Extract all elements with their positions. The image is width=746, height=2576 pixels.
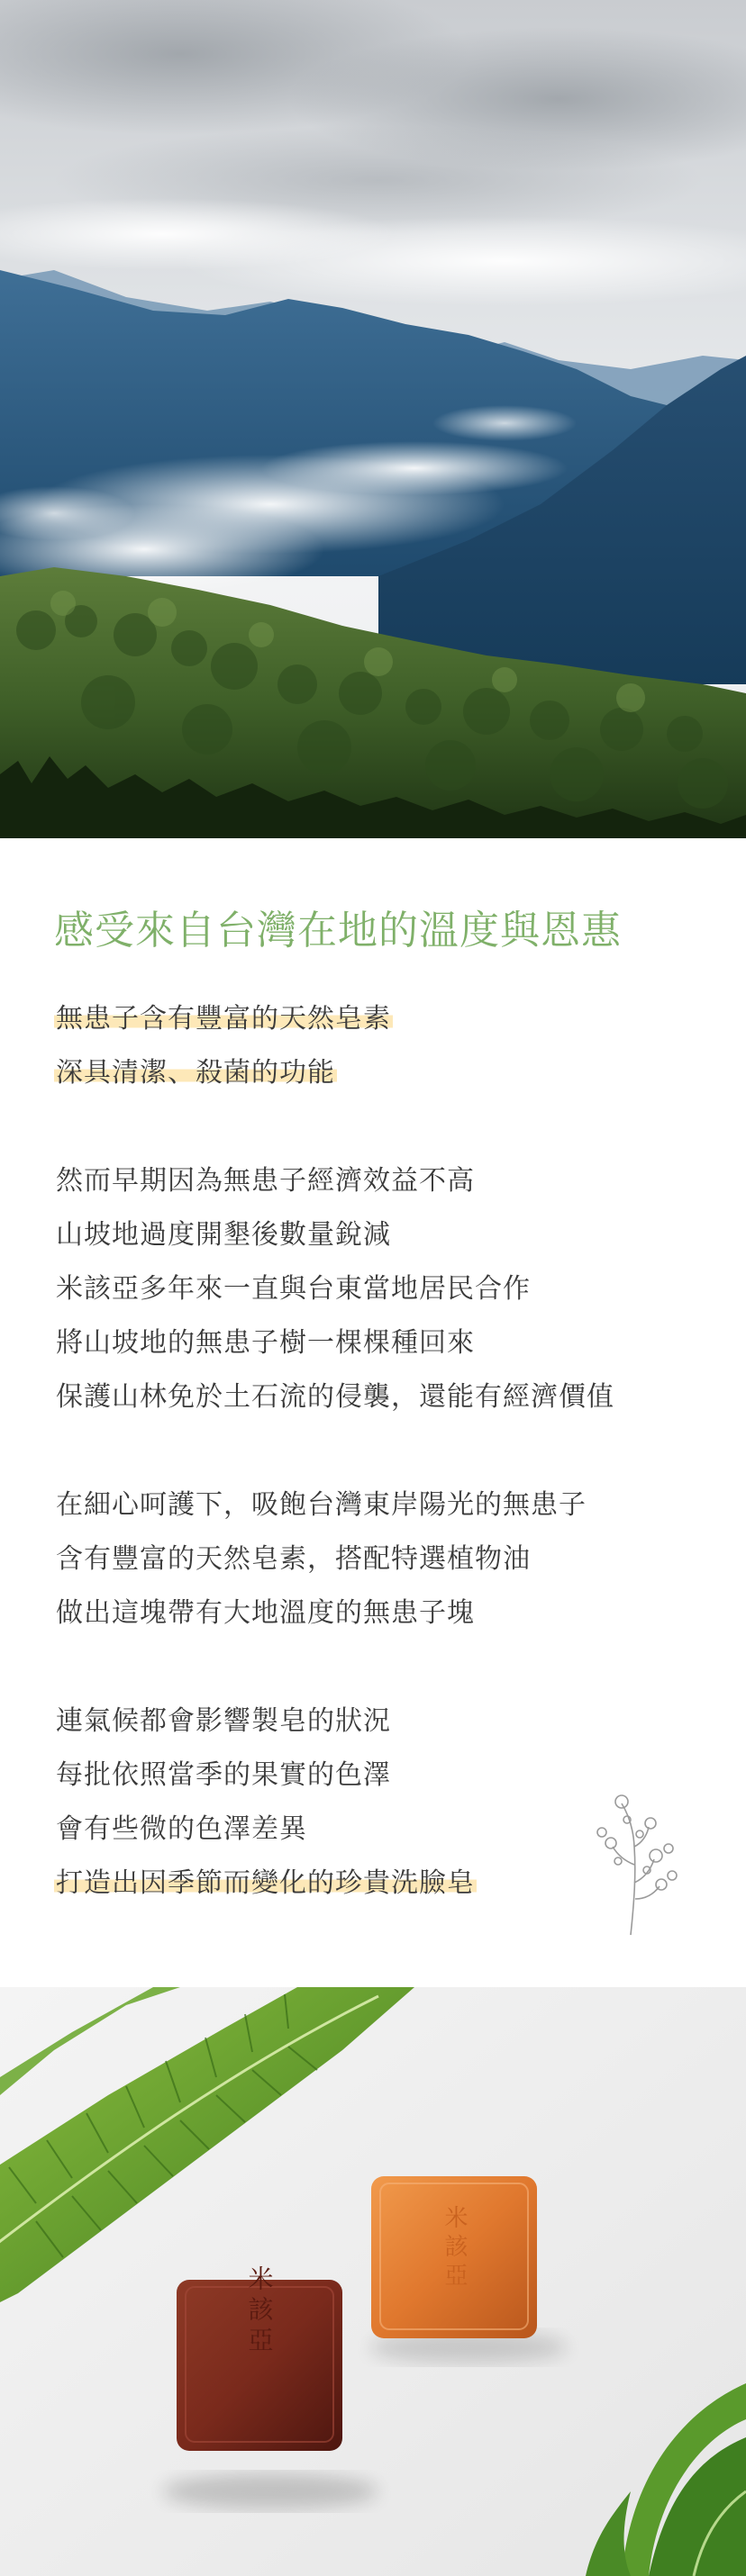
soapberry-sprig-icon (595, 1793, 685, 1937)
dark-soap-bar (177, 2265, 342, 2451)
story-line: 將山坡地的無患子樹一棵棵種回來 (56, 1327, 475, 1359)
story-line: 在細心呵護下，吸飽台灣東岸陽光的無患子 (56, 1489, 587, 1521)
story-line (54, 992, 703, 1046)
highlighted-text: 打造出因季節而變化的珍貴洗臉皂 (56, 1867, 475, 1899)
story-line: 做出這塊帶有大地溫度的無患子塊 (56, 1597, 475, 1629)
story-line (54, 1046, 703, 1100)
story-line: 山坡地過度開墾後數量銳減 (56, 1219, 391, 1251)
orange-soap-bar (371, 2176, 537, 2338)
story-line: 每批依照當季的果實的色澤 (56, 1759, 391, 1791)
highlighted-text: 無患子含有豐富的天然皂素 (56, 1003, 391, 1035)
soap-dark-label: 米該亞 (244, 2265, 275, 2357)
story-line: 連氣候都會影響製皂的狀況 (56, 1705, 391, 1737)
mountain-landscape-photo (0, 0, 746, 838)
story-line: 會有些微的色澤差異 (56, 1813, 307, 1845)
story-line: 含有豐富的天然皂素，搭配特選植物油 (56, 1543, 531, 1575)
story-line: 然而早期因為無患子經濟效益不高 (56, 1165, 475, 1197)
soap-light-label: 米該亞 (441, 2205, 468, 2291)
highlighted-text: 深具清潔、殺菌的功能 (56, 1057, 335, 1089)
soap-bars-with-fern-photo (0, 1987, 746, 2576)
story-line: 米該亞多年來一直與台東當地居民合作 (56, 1273, 531, 1305)
intro-section (0, 838, 746, 1987)
story-line: 保護山林免於土石流的侵襲，還能有經濟價值 (56, 1381, 614, 1413)
section-heading: 感受來自台灣在地的溫度與恩惠 (54, 908, 622, 954)
